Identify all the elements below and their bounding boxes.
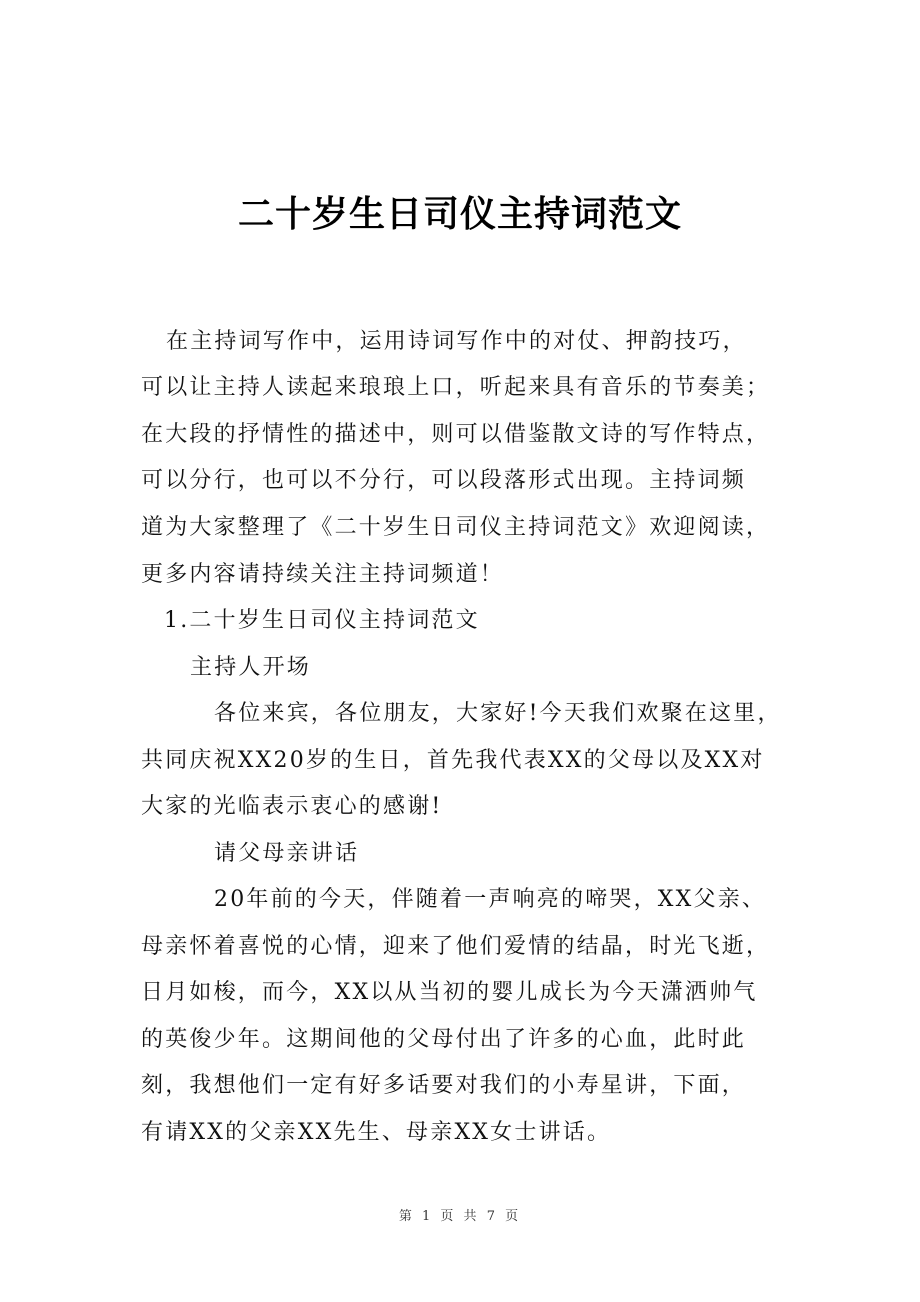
parents-line: 刻，我想他们一定有好多话要对我们的小寿星讲，下面， [141,1073,747,1098]
parents-line: 有请XX的父亲XX先生、母亲XX女士讲话。 [141,1120,612,1145]
opening-line: 各位来宾，各位朋友，大家好!今天我们欢聚在这里， [214,701,782,726]
page-indicator: 第 1 页 共 7 页 [398,1209,522,1224]
document-title: 二十岁生日司仪主持词范文 [237,193,682,235]
parents-line: 20年前的今天，伴随着一声响亮的啼哭，XX父亲、 [214,887,767,912]
intro-line: 可以让主持人读起来琅琅上口，听起来具有音乐的节奏美； [141,375,771,400]
parents-line: 日月如梭，而今，XX以从当初的婴儿成长为今天潇洒帅气 [141,980,758,1005]
intro-line: 更多内容请持续关注主持词频道！ [141,562,505,587]
opening-line: 共同庆祝XX20岁的生日，首先我代表XX的父母以及XX对 [141,748,765,773]
opening-line: 大家的光临表示衷心的感谢! [141,794,443,819]
intro-line: 在大段的抒情性的描述中，则可以借鉴散文诗的写作特点， [141,422,771,447]
subheading-opening: 主持人开场 [190,655,312,680]
intro-line: 在主持词写作中，运用诗词写作中的对仗、押韵技巧， [166,329,747,354]
parents-line: 的英俊少年。这期间他的父母付出了许多的心血，此时此 [141,1027,747,1052]
section-heading: 1.二十岁生日司仪主持词范文 [164,608,480,633]
subheading-parents: 请父母亲讲话 [214,841,360,866]
intro-line: 道为大家整理了《二十岁生日司仪主持词范文》欢迎阅读， [141,515,771,540]
intro-line: 可以分行，也可以不分行，可以段落形式出现。主持词频 [141,468,747,493]
parents-line: 母亲怀着喜悦的心情，迎来了他们爱情的结晶，时光飞逝， [141,934,771,959]
